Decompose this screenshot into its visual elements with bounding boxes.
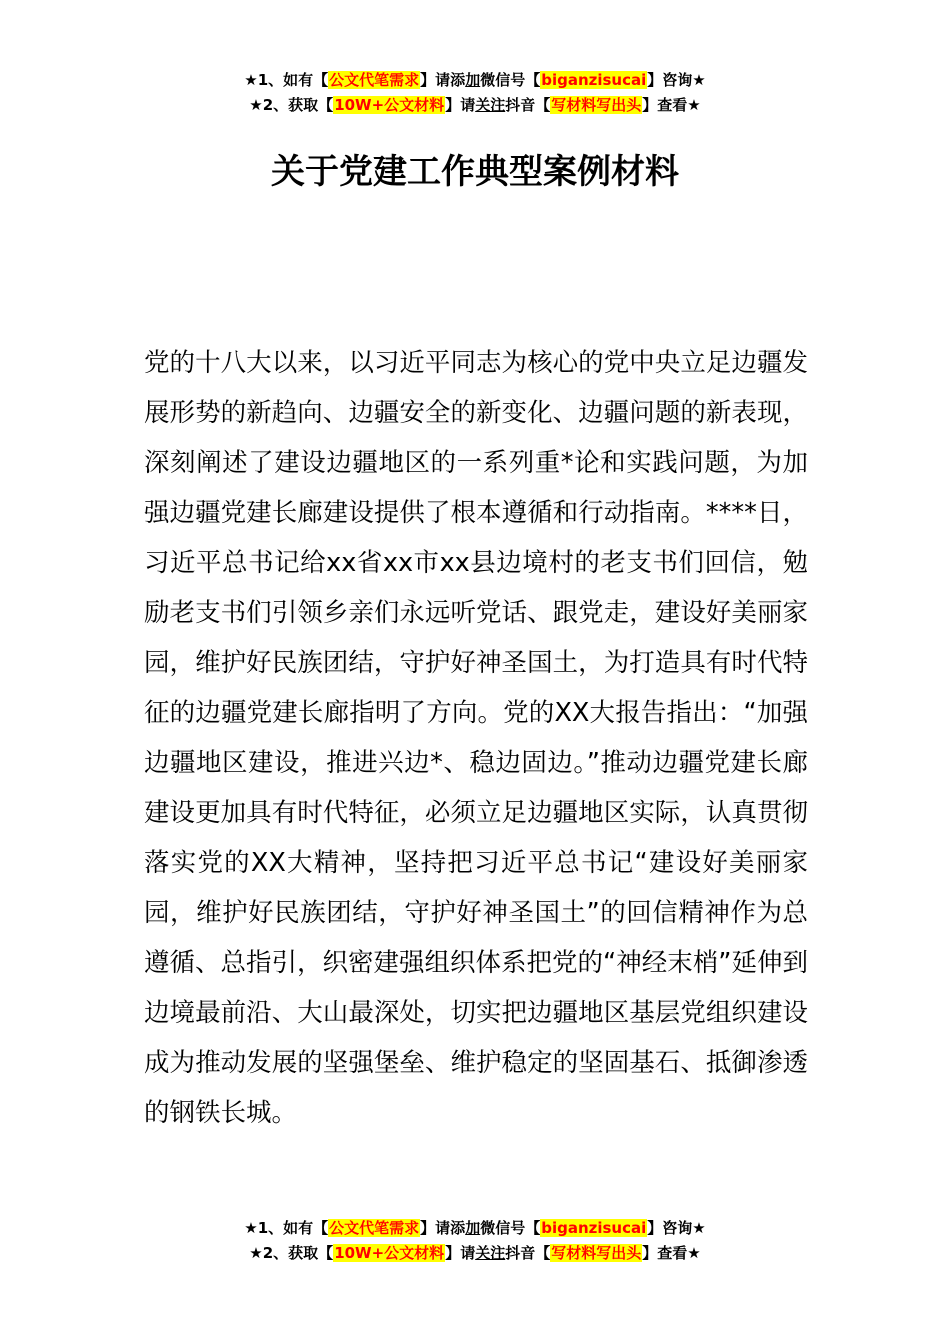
promo-text: 】请添 — [420, 1219, 466, 1237]
promo-highlight-douyin: 写材料写出头 — [551, 96, 642, 114]
promo-footer-bottom — [0, 1216, 950, 1266]
document-body-paragraph: 党的十八大以来，以习近平同志为核心的党中央立足边疆发展形势的新趋向、边疆安全的新变化、边疆问题的新表现，深刻阐述了建设边疆地区的一系列重*论和实践问题，为加强边疆党建长廊建设提供了根本遵循和行动指南。****日，习近平总书记给xx省xx市xx县边境村的老支书们回信，勉励老支书们引领乡亲们永远听党话、跟党走，建设好美丽家园，维护好民族团结，守护好神圣国土，为打造具有时代特征的边疆党建长廊指明了方向。党的XX大报告指出：“加强边疆地区建设，推进兴边*、稳边固边。”推动边疆党建长廊建设更加具有时代特征，必须立足边疆地区实际，认真贯彻落实党的XX大精神，坚持把习近平总书记“建设好美丽家园，维护好民族团结，守护好神圣国土”的回信精神作为总遵循、总指引，织密建强组织体系把党的“神经末梢”延伸到边境最前沿、大山最深处，切实把边疆地区基层党组织建设成为推动发展的坚强堡垒、维护稳定的坚固基石、抵御渗透的钢铁长城。 — [144, 348, 808, 1128]
promo-highlight-douyin: 写材料写出头 — [551, 1244, 642, 1262]
promo-underline: 关注 — [475, 96, 506, 114]
promo-underline: 加 — [465, 71, 481, 89]
promo-text: 】查看★ — [642, 96, 701, 114]
promo-text: 微信号【 — [480, 1219, 541, 1237]
promo-highlight-materials: 10W+公文材料 — [334, 96, 445, 114]
promo-text: ★1、如有【 — [244, 1219, 329, 1237]
promo-text: ★1、如有【 — [244, 71, 329, 89]
promo-text: 抖音【 — [505, 96, 551, 114]
promo-text: ★2、获取【 — [249, 1244, 334, 1262]
promo-highlight-service: 公文代笔需求 — [329, 1219, 420, 1237]
promo-line-2 — [0, 1241, 950, 1266]
promo-highlight-service: 公文代笔需求 — [329, 71, 420, 89]
promo-text: 】查看★ — [642, 1244, 701, 1262]
promo-text: ★2、获取【 — [249, 96, 334, 114]
promo-highlight-materials: 10W+公文材料 — [334, 1244, 445, 1262]
promo-line-2 — [0, 93, 950, 118]
promo-text: 微信号【 — [480, 71, 541, 89]
promo-line-1 — [0, 68, 950, 93]
promo-header-top — [0, 68, 950, 118]
promo-text: 】咨询★ — [647, 1219, 706, 1237]
promo-underline: 加 — [465, 1219, 481, 1237]
promo-text: 】请 — [445, 1244, 476, 1262]
promo-highlight-wechat: biganzisucai — [541, 1219, 647, 1237]
promo-text: 】咨询★ — [647, 71, 706, 89]
promo-highlight-wechat: biganzisucai — [541, 71, 647, 89]
promo-text: 】请添 — [420, 71, 466, 89]
document-title: 关于党建工作典型案例材料 — [271, 152, 679, 192]
promo-text: 抖音【 — [505, 1244, 551, 1262]
promo-line-1 — [0, 1216, 950, 1241]
promo-underline: 关注 — [475, 1244, 506, 1262]
promo-text: 】请 — [445, 96, 476, 114]
